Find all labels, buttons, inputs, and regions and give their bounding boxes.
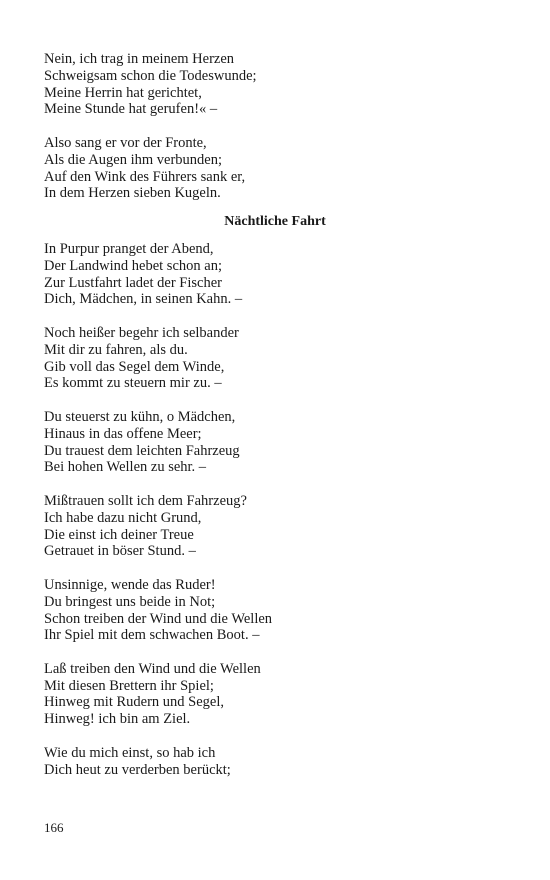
verse-line: Schon treiben der Wind und die Wellen — [44, 610, 273, 627]
verse-line: Mißtrauen sollt ich dem Fahrzeug? — [44, 492, 247, 509]
stanza-gap — [44, 560, 514, 577]
verse-line: Zur Lustfahrt ladet der Fischer — [44, 274, 222, 291]
verse-line: Mit dir zu fahren, als du. — [44, 341, 188, 358]
stanza-gap — [44, 644, 514, 661]
stanza — [44, 493, 514, 560]
stanza-gap — [44, 392, 514, 409]
verse-line: Wie du mich einst, so hab ich — [44, 744, 216, 761]
verse-line: In Purpur pranget der Abend, — [44, 240, 214, 257]
verse-line: Ich habe dazu nicht Grund, — [44, 509, 202, 526]
verse-line: In dem Herzen sieben Kugeln. — [44, 185, 221, 202]
verse-line: Es kommt zu steuern mir zu. – — [44, 375, 222, 392]
verse-line: Getrauet in böser Stund. – — [44, 543, 196, 560]
stanza — [44, 745, 514, 779]
verse-line: Hinweg! ich bin am Ziel. — [44, 711, 191, 728]
stanza — [44, 51, 514, 118]
verse-line: Meine Herrin hat gerichtet, — [44, 84, 202, 101]
verse-line: Ihr Spiel mit dem schwachen Boot. – — [44, 627, 260, 644]
verse-line: Laß treiben den Wind und die Wellen — [44, 660, 261, 677]
verse-line: Noch heißer begehr ich selbander — [44, 324, 239, 341]
stanza-gap — [44, 476, 514, 493]
verse-line: Dich, Mädchen, in seinen Kahn. – — [44, 291, 243, 308]
verse-line: Also sang er vor der Fronte, — [44, 134, 207, 151]
page-number: 166 — [44, 820, 64, 835]
stanza — [44, 325, 514, 392]
stanza — [44, 241, 514, 308]
verse-line: Die einst ich deiner Treue — [44, 526, 194, 543]
verse-line: Du steuerst zu kühn, o Mädchen, — [44, 408, 236, 425]
stanza — [44, 135, 514, 202]
verse-line: Hinweg mit Rudern und Segel, — [44, 694, 225, 711]
verse-line: Du trauest dem leichten Fahrzeug — [44, 442, 240, 459]
stanza-gap — [44, 308, 514, 325]
verse-line: Bei hohen Wellen zu sehr. – — [44, 459, 207, 476]
verse-line: Nein, ich trag in meinem Herzen — [44, 51, 235, 67]
stanza — [44, 409, 514, 476]
verse-line: Dich heut zu verderben berückt; — [44, 761, 231, 778]
verse-line: Hinaus in das offene Meer; — [44, 425, 202, 442]
stanza-gap — [44, 118, 514, 135]
verse-line: Meine Stunde hat gerufen!« – — [44, 101, 218, 118]
verse-line: Gib voll das Segel dem Winde, — [44, 358, 225, 375]
verse-line: Als die Augen ihm verbunden; — [44, 151, 223, 168]
verse-line: Auf den Wink des Führers sank er, — [44, 168, 246, 185]
verse-line: Mit diesen Brettern ihr Spiel; — [44, 677, 214, 694]
stanza — [44, 661, 514, 728]
verse-line: Unsinnige, wende das Ruder! — [44, 576, 216, 593]
stanza-gap — [44, 728, 514, 745]
verse-line: Der Landwind hebet schon an; — [44, 257, 222, 274]
page-text-block — [44, 51, 514, 778]
stanza — [44, 577, 514, 644]
verse-line: Schweigsam schon die Todeswunde; — [44, 67, 257, 84]
poem-title: Nächtliche Fahrt — [224, 214, 326, 230]
verse-line: Du bringest uns beide in Not; — [44, 593, 216, 610]
